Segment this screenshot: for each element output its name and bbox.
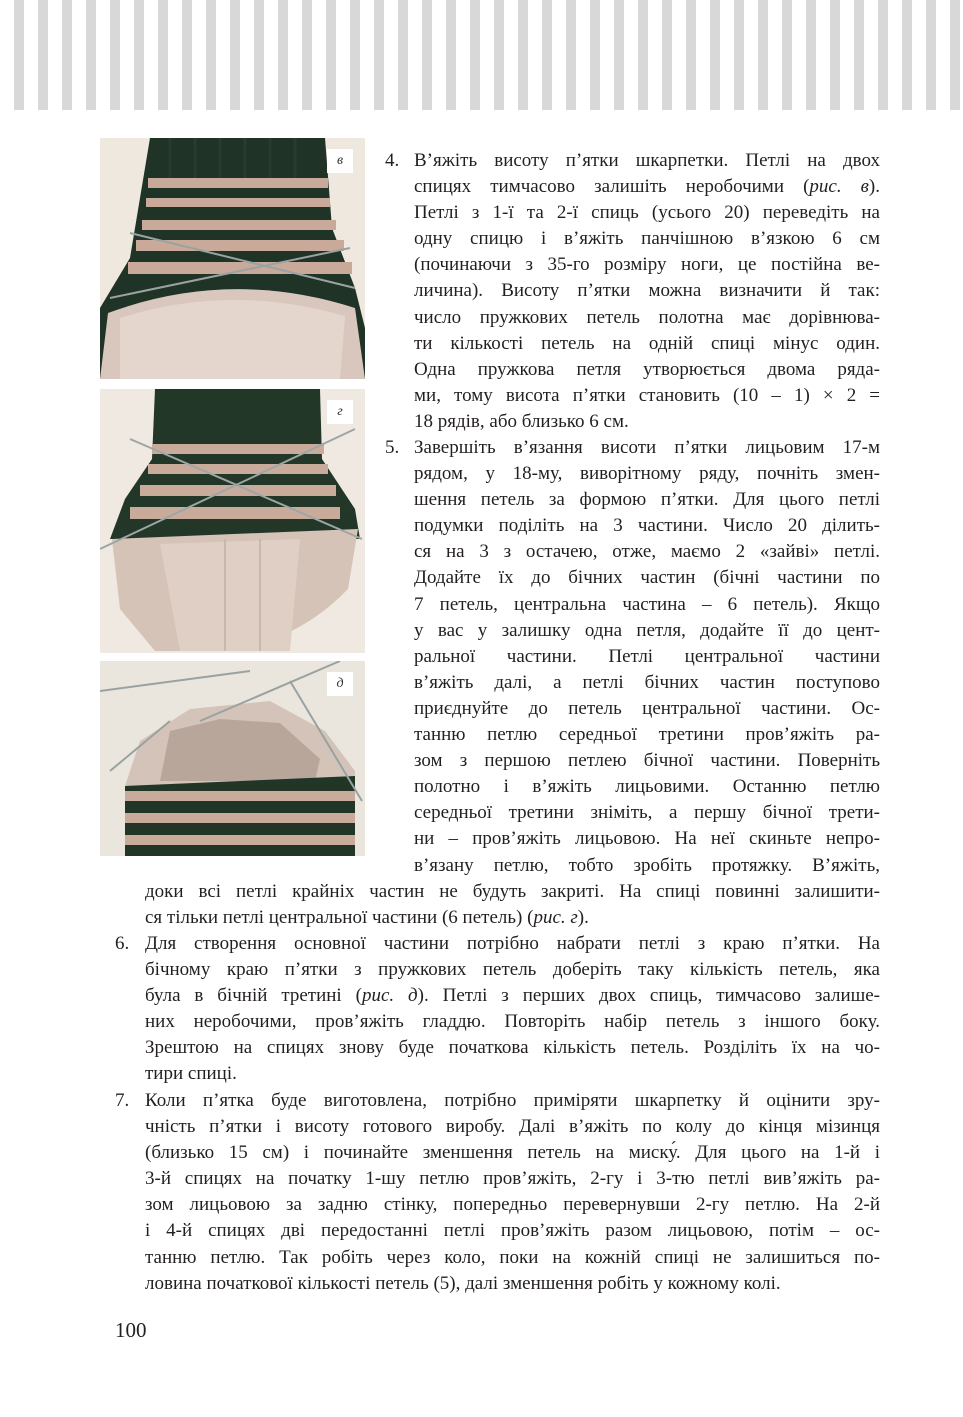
- text-line: ся на 3 з остачею, отже, маємо 2 «зайві» петлі.: [414, 541, 880, 563]
- list-number-5: 5.: [385, 437, 400, 458]
- text-line: у вас у залишку одна петля, додайте її до цент-: [414, 619, 880, 641]
- figure-d-photo: [100, 661, 365, 856]
- text-line: полотно і в’яжіть лицьовими. Останню петлю: [414, 776, 880, 798]
- figure-label: в: [327, 149, 353, 173]
- text-line: Коли п’ятка буде виготовлена, потрібно приміряти шкарпетку й оцінити зру-: [145, 1090, 880, 1111]
- figure-label: г: [327, 400, 353, 424]
- text-line: ни – пров’яжіть лицьовою. На неї скиньте непро-: [414, 828, 880, 850]
- text-line: личина). Висоту п’ятки можна визначити й так:: [414, 280, 880, 302]
- item-5-text: [414, 435, 880, 879]
- text-line: чність п’ятки і висоту готового виробу. Далі в’яжіть по колу до кінця мізинця: [145, 1116, 880, 1138]
- text-line: них неробочими, пров’яжіть гладдю. Повторіть набір петель з іншого боку.: [145, 1011, 880, 1033]
- item-4-text: [414, 148, 880, 435]
- list-number-4: 4.: [385, 150, 400, 171]
- text-line: зом з першою петлею бічної частини. Поверніть: [414, 750, 880, 772]
- figure-v-photo: [100, 138, 365, 379]
- text-line: бічному краю п’ятки з пружкових петель доберіть таку кількість петель, яка: [145, 959, 880, 981]
- text-line: середньої третини зніміть, а першу бічної трети-: [414, 802, 880, 824]
- text-line: (починаючи з 35-го розміру ноги, це постійна ве-: [414, 254, 880, 276]
- sock-heel-image-v: [100, 138, 365, 379]
- text-line: тири спиці.: [145, 1063, 237, 1085]
- text-line: шення петель за формою п’ятки. Для цього петлі: [414, 489, 880, 511]
- text-line: ловина початкової кількості петель (5), далі зменшення робіть у кожному колі.: [145, 1272, 781, 1294]
- text-line: ти кількості петель на одній спиці мінус один.: [414, 332, 880, 354]
- text-line: в’яжіть далі, а петлі бічних частин поступово: [414, 671, 880, 693]
- text-line: 7 петель, центральна частина – 6 петель). Якщо: [414, 593, 880, 615]
- sock-heel-image-g: [100, 389, 365, 653]
- text-line: Завершіть в’язання висоти п’ятки лицьовим 17-м: [414, 437, 880, 458]
- text-line: була в бічній третині (рис. д). Петлі з перших двох спиць, тимчасово залише-: [145, 985, 880, 1007]
- list-number-7: 7.: [115, 1090, 130, 1111]
- figure-label: д: [327, 672, 353, 696]
- item-7-text: [145, 1088, 880, 1297]
- text-line: доки всі петлі крайніх частин не будуть закриті. На спиці повинні залишити-: [145, 881, 880, 902]
- text-line: і 4-й спицях дві передостанні петлі пров’яжіть разом лицьовою, потім – ос-: [145, 1220, 880, 1242]
- text-line: подумки поділіть на 3 частини. Число 20 ділить-: [414, 515, 880, 537]
- text-line: В’яжіть висоту п’ятки шкарпетки. Петлі на двох: [414, 150, 880, 171]
- text-line: зом лицьовою за задню стінку, попередньо перевернувши 2-гу петлю. На 2-й: [145, 1194, 880, 1216]
- text-line: в’язану петлю, тобто зробіть протяжку. В’яжіть,: [414, 854, 880, 876]
- item-6-text: [145, 931, 880, 1088]
- text-line: ми, тому висота п’ятки становить (10 – 1) × 2 =: [414, 384, 880, 406]
- text-line: (близько 15 см) і починайте зменшення петель на миску́. Для цього на 1-й і: [145, 1142, 880, 1164]
- text-line: число пружкових петель полотна має дорівнюва-: [414, 306, 880, 328]
- text-line: Одна пружкова петля утворюється двома ряда-: [414, 358, 880, 380]
- text-line: ся тільки петлі центральної частини (6 петель) (рис. г).: [145, 907, 589, 929]
- text-line: танню петлю середньої третини пров’яжіть ра-: [414, 724, 880, 746]
- text-line: танню петлю. Так робіть через коло, поки на кожній спиці не залишиться по-: [145, 1246, 880, 1268]
- text-line: спицях тимчасово залишіть неробочими (рис. в).: [414, 176, 880, 198]
- text-line: Петлі з 1-ї та 2-ї спиць (усього 20) переведіть на: [414, 202, 880, 224]
- text-line: Для створення основної частини потрібно набрати петлі з краю п’ятки. На: [145, 933, 880, 954]
- text-line: 18 рядів, або близько 6 см.: [414, 410, 629, 432]
- item-5-text-continued: [145, 879, 880, 931]
- list-number-6: 6.: [115, 933, 130, 954]
- text-line: ральної частини. Петлі центральної частини: [414, 645, 880, 667]
- header-stripes-decoration: [0, 0, 963, 110]
- text-line: рядом, у 18-му, виворітному ряду, почніть змен-: [414, 463, 880, 485]
- sock-heel-image-d: [100, 661, 365, 856]
- text-line: приєднуйте до петель центральної частини. Ос-: [414, 697, 880, 719]
- text-line: Додайте їх до бічних частин (бічні частини по: [414, 567, 880, 589]
- page-number: 100: [115, 1318, 147, 1342]
- text-line: Зрештою на спицях знову буде початкова кількість петель. Розділіть їх на чо-: [145, 1037, 880, 1059]
- text-line: одну спицю і в’яжіть панчішною в’язкою 6 см: [414, 228, 880, 250]
- figure-g-photo: [100, 389, 365, 653]
- text-line: 3-й спицях на початку 1-шу петлю пров’яжіть, 2-гу і 3-тю петлі вив’яжіть ра-: [145, 1168, 880, 1190]
